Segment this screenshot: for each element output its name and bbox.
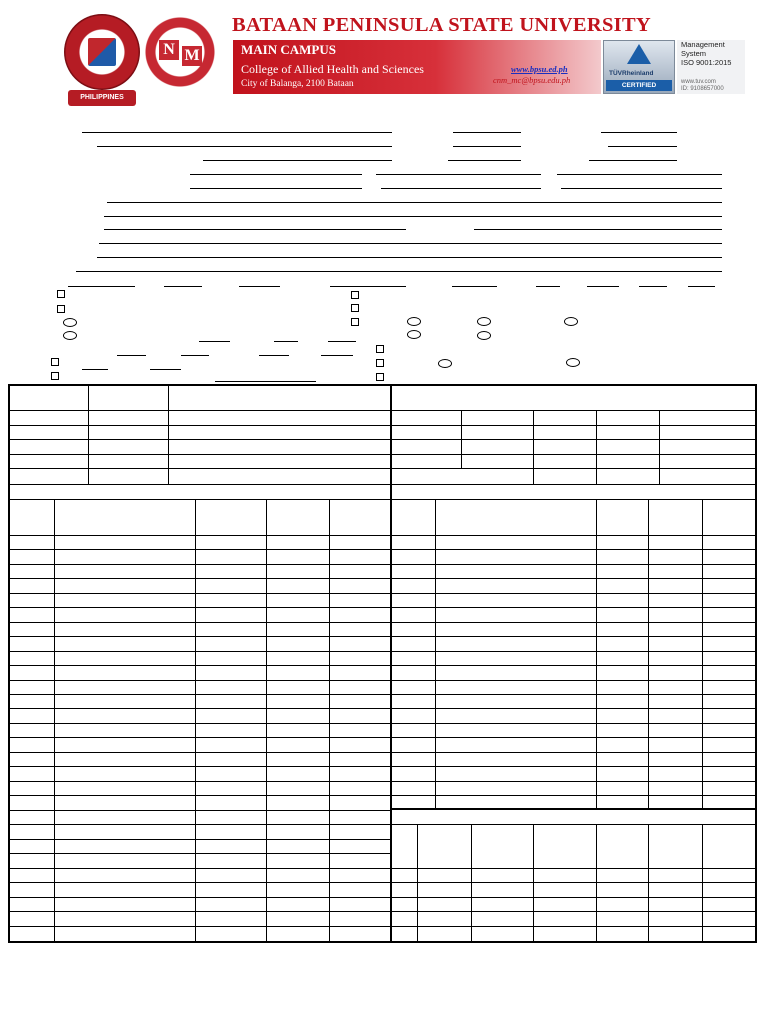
table-rule	[391, 439, 756, 440]
field-line[interactable]	[639, 286, 667, 287]
field-line[interactable]	[97, 146, 392, 147]
table-rule	[9, 752, 390, 753]
table-rule	[391, 651, 756, 652]
table-rule	[471, 824, 472, 942]
table-rule	[391, 926, 756, 927]
table-rule	[9, 622, 390, 623]
table-rule	[9, 410, 390, 411]
university-title: BATAAN PENINSULA STATE UNIVERSITY	[232, 14, 652, 36]
table-rule	[391, 622, 756, 623]
checkbox[interactable]	[351, 304, 359, 312]
field-line[interactable]	[330, 286, 406, 287]
table-rule	[9, 853, 390, 854]
mgmt-line-2: System	[681, 48, 707, 58]
field-line[interactable]	[104, 216, 722, 217]
seal-shield-icon	[86, 36, 118, 68]
table-rule	[391, 410, 756, 411]
field-line[interactable]	[99, 243, 722, 244]
website-link[interactable]: www.bpsu.ed.ph	[511, 64, 568, 74]
table-rule	[391, 752, 756, 753]
table-rule	[391, 425, 756, 426]
radio-option[interactable]	[564, 317, 578, 326]
table-rule	[391, 535, 756, 536]
seal-letter-m: M	[182, 46, 202, 66]
checkbox[interactable]	[376, 373, 384, 381]
table-rule	[391, 607, 756, 608]
table-rule	[9, 549, 390, 550]
radio-option[interactable]	[438, 359, 452, 368]
seal-letter-n: N	[159, 40, 179, 60]
table-rule	[9, 781, 390, 782]
table-rule	[596, 499, 597, 808]
field-line[interactable]	[448, 160, 521, 161]
radio-option[interactable]	[477, 317, 491, 326]
field-line[interactable]	[474, 229, 722, 230]
radio-option[interactable]	[407, 330, 421, 339]
radio-option[interactable]	[477, 331, 491, 340]
table-rule	[391, 708, 756, 709]
field-line[interactable]	[328, 341, 356, 342]
field-line[interactable]	[203, 160, 392, 161]
table-rule	[9, 680, 390, 681]
table-rule	[9, 839, 390, 840]
management-system-label	[681, 41, 725, 58]
table-rule	[195, 499, 196, 942]
table-rule	[435, 499, 436, 808]
table-rule	[329, 499, 330, 942]
table-rule	[391, 578, 756, 579]
tuv-id: ID: 9108657000	[681, 86, 724, 92]
table-rule	[9, 454, 390, 455]
field-line[interactable]	[107, 202, 722, 203]
email-address: cnm_mc@bpsu.edu.ph	[493, 75, 571, 85]
table-rule	[9, 897, 390, 898]
field-line[interactable]	[239, 286, 280, 287]
radio-option[interactable]	[566, 358, 580, 367]
table-rule	[9, 425, 390, 426]
section-rule	[391, 808, 756, 810]
field-line[interactable]	[321, 355, 353, 356]
field-line[interactable]	[68, 286, 135, 287]
field-line[interactable]	[589, 160, 677, 161]
table-rule	[391, 911, 756, 912]
table-rule	[9, 593, 390, 594]
table-rule	[391, 882, 756, 883]
table-rule	[9, 708, 390, 709]
field-line[interactable]	[381, 188, 541, 189]
table-rule	[9, 535, 390, 536]
table-rule	[9, 824, 390, 825]
table-rule	[648, 499, 649, 808]
mgmt-line-1: Management	[681, 40, 725, 49]
table-rule	[391, 564, 756, 565]
section-rule	[9, 484, 756, 485]
table-rule	[391, 549, 756, 550]
field-line[interactable]	[190, 188, 362, 189]
field-line[interactable]	[199, 341, 230, 342]
table-rule	[9, 694, 390, 695]
checkbox[interactable]	[351, 291, 359, 299]
checkbox[interactable]	[57, 305, 65, 313]
table-rule	[702, 499, 703, 808]
table-rule	[391, 781, 756, 782]
field-line[interactable]	[181, 355, 209, 356]
table-rule	[702, 824, 703, 942]
table-rule	[9, 882, 390, 883]
field-line[interactable]	[453, 132, 521, 133]
field-line[interactable]	[82, 369, 108, 370]
table-rule	[9, 636, 390, 637]
field-line[interactable]	[190, 174, 362, 175]
table-rule	[659, 410, 660, 484]
table-rule	[391, 694, 756, 695]
table-rule	[9, 766, 390, 767]
table-rule	[596, 824, 597, 942]
tuv-certified-label: CERTIFIED	[606, 80, 672, 91]
radio-option[interactable]	[407, 317, 421, 326]
seal-ribbon: PHILIPPINES	[68, 90, 136, 106]
field-line[interactable]	[601, 132, 677, 133]
field-line[interactable]	[587, 286, 619, 287]
table-rule	[533, 410, 534, 484]
table-rule	[9, 926, 390, 927]
checkbox[interactable]	[57, 290, 65, 298]
table-rule	[391, 897, 756, 898]
table-rule	[391, 468, 756, 469]
table-rule	[9, 439, 390, 440]
table-rule	[9, 468, 390, 469]
field-line[interactable]	[536, 286, 560, 287]
field-line[interactable]	[608, 146, 677, 147]
table-rule	[648, 824, 649, 942]
field-line[interactable]	[104, 229, 406, 230]
table-rule	[168, 385, 169, 484]
radio-option[interactable]	[63, 318, 77, 327]
table-rule	[9, 911, 390, 912]
table-rule	[391, 795, 756, 796]
table-rule	[88, 385, 89, 484]
table-rule	[391, 665, 756, 666]
table-rule	[533, 824, 534, 942]
table-rule	[391, 680, 756, 681]
field-line[interactable]	[561, 188, 722, 189]
table-rule	[391, 723, 756, 724]
checkbox[interactable]	[51, 372, 59, 380]
field-line[interactable]	[150, 369, 181, 370]
field-line[interactable]	[376, 174, 541, 175]
table-rule	[391, 636, 756, 637]
table-rule	[9, 665, 390, 666]
checkbox[interactable]	[376, 359, 384, 367]
table-rule	[417, 824, 418, 942]
table-rule	[54, 499, 55, 942]
field-line[interactable]	[259, 355, 289, 356]
iso-standard: ISO 9001:2015	[681, 58, 732, 67]
table-rule	[9, 607, 390, 608]
table-rule	[9, 810, 390, 811]
table-rule	[461, 410, 462, 468]
table-rule	[9, 578, 390, 579]
section-rule	[9, 499, 756, 500]
tuv-triangle-icon	[627, 44, 651, 64]
table-rule	[9, 723, 390, 724]
table-rule	[391, 737, 756, 738]
college-name: College of Allied Health and Sciences	[241, 62, 424, 76]
field-line[interactable]	[76, 271, 722, 272]
field-line[interactable]	[164, 286, 202, 287]
field-line[interactable]	[215, 381, 316, 382]
table-rule	[9, 868, 390, 869]
address: City of Balanga, 2100 Bataan	[241, 79, 354, 89]
table-rule	[391, 766, 756, 767]
table-rule	[596, 410, 597, 484]
table-rule	[391, 868, 756, 869]
field-line[interactable]	[274, 341, 298, 342]
radio-option[interactable]	[63, 331, 77, 340]
table-rule	[9, 564, 390, 565]
campus-name: MAIN CAMPUS	[241, 42, 336, 57]
table-rule	[391, 593, 756, 594]
bpsu-seal-logo	[64, 14, 140, 101]
field-line[interactable]	[452, 286, 497, 287]
checkbox[interactable]	[376, 345, 384, 353]
table-rule	[266, 499, 267, 942]
field-line[interactable]	[453, 146, 521, 147]
table-rule	[9, 651, 390, 652]
tuv-url: www.tuv.com	[681, 79, 716, 85]
table-rule	[391, 454, 756, 455]
field-line[interactable]	[117, 355, 146, 356]
field-line[interactable]	[82, 132, 392, 133]
nursing-midwifery-seal-logo	[144, 16, 216, 88]
tuv-brand: TÜVRheinland	[609, 70, 654, 77]
field-line[interactable]	[557, 174, 722, 175]
table-rule	[9, 737, 390, 738]
field-line[interactable]	[688, 286, 715, 287]
checkbox[interactable]	[351, 318, 359, 326]
table-rule	[9, 795, 390, 796]
checkbox[interactable]	[51, 358, 59, 366]
field-line[interactable]	[97, 257, 722, 258]
